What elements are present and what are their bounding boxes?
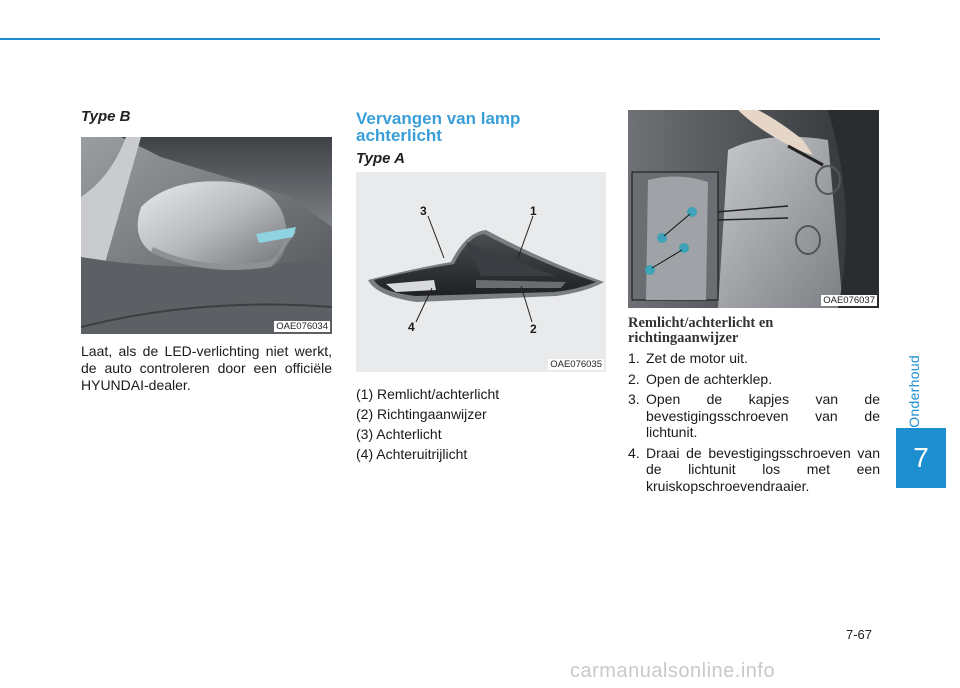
callout-2: 2: [530, 322, 537, 336]
mirror-figure: [81, 137, 332, 334]
step-item: 1. Zet de motor uit.: [628, 350, 748, 366]
chapter-number-badge: 7: [896, 428, 946, 488]
parts-legend: [356, 384, 606, 464]
figure-code: OAE076034: [276, 321, 328, 332]
step-item: 4. Draai de bevestigingsschroeven van de lichtunit los met een kruiskopschroevendraaier.: [628, 444, 880, 494]
legend-item: (2) Richtingaanwijzer: [356, 406, 487, 422]
callout-4: 4: [408, 320, 415, 334]
led-paragraph: Laat, als de LED-verlichting niet werkt, de auto controleren door een officiële HYUNDAI-dealer.: [81, 343, 332, 393]
watermark: carmanualsonline.info: [570, 660, 776, 682]
figure-code: OAE076035: [550, 359, 602, 370]
trunk-illustration: [628, 110, 879, 308]
legend-item: (1) Remlicht/achterlicht: [356, 386, 500, 402]
mirror-illustration: [81, 137, 332, 334]
section-title: Vervangen van lamp achterlicht: [356, 109, 521, 145]
step-item: 3. Open de kapjes van de bevestigingsschroeven van de lichtunit.: [628, 391, 880, 440]
type-b-label: Type B: [81, 108, 131, 125]
taillight-figure: [356, 172, 606, 372]
instruction-steps: [628, 350, 880, 498]
chapter-label: Onderhoud: [906, 355, 922, 428]
page-number: 7-67: [846, 627, 873, 642]
subsection-title: Remlicht/achterlicht en richtingaanwijzer: [628, 315, 774, 346]
type-a-label: Type A: [356, 150, 405, 167]
legend-item: (4) Achteruitrijlicht: [356, 446, 468, 462]
header-rule: [0, 38, 880, 40]
callout-3: 3: [420, 204, 427, 218]
callout-1: 1: [530, 204, 537, 218]
step-item: 2. Open de achterklep.: [628, 370, 773, 387]
taillight-illustration: [356, 172, 606, 372]
legend-item: (3) Achterlicht: [356, 426, 442, 442]
trunk-figure: [628, 110, 879, 308]
figure-code: OAE076037: [823, 295, 875, 306]
